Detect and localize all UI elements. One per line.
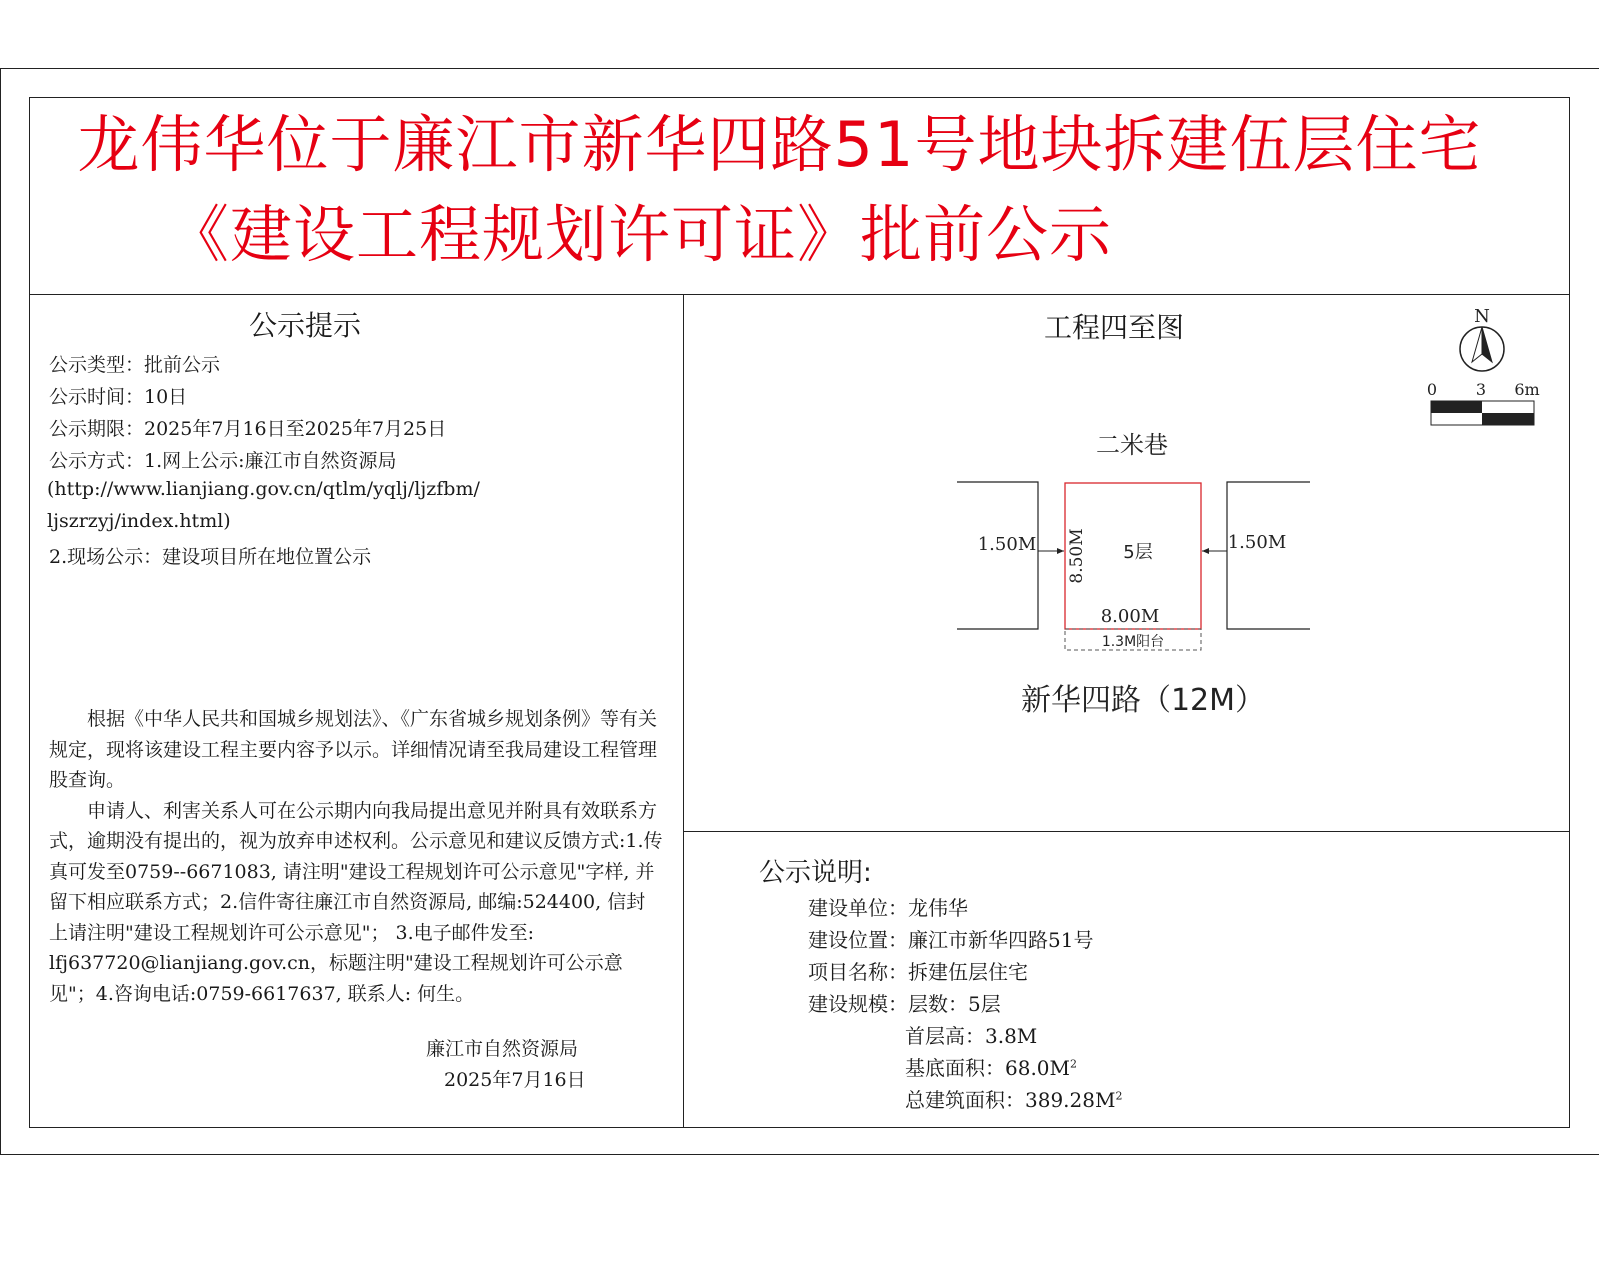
floors-label: 5层 bbox=[1123, 542, 1153, 563]
notice-paragraph-1: 根据《中华人民共和国城乡规划法》、《广东省城乡规划条例》等有关规定，现将该建设工程主要内容予以示。详细情况请至我局建设工程管理股查询。 bbox=[49, 708, 658, 791]
notice-paragraph-2: 申请人、利害关系人可在公示期内向我局提出意见并附具有效联系方式，逾期没有提出的，视为放弃申述权利。公示意见和建议反馈方式:1.传真可发至0759--6671083, 请注明"建设工程规划许可公示意见"字样, 并留下相应联系方式；2.信件寄往廉江市自然资源局, 邮编:524400, 信封上请注明"建设工程规划许可公示意见"； 3.电子邮件发至: lfj637720@lianjiang.gov.cn，标题注明"建设工程规划许可公示意见"；4.咨询电话:0759-6617637, 联系人: 何生。 bbox=[49, 799, 663, 1005]
notice-type: 公示类型：批前公示 bbox=[49, 354, 221, 376]
left-gap-label: 1.50M bbox=[977, 534, 1037, 555]
detail-scale: 建设规模：层数：5层 bbox=[808, 992, 1001, 1016]
road-label: 新华四路（12M） bbox=[1020, 683, 1266, 718]
total-area-label: 总建筑面积： bbox=[905, 1088, 1025, 1112]
depth-label: 8.50M bbox=[1067, 528, 1087, 584]
detail-total-area bbox=[905, 1084, 1122, 1113]
detail-project: 项目名称：拆建伍层住宅 bbox=[808, 960, 1028, 984]
right-neighbour-lot bbox=[1227, 482, 1310, 629]
title-line-2: 《建设工程规划许可证》批前公示 bbox=[166, 198, 1112, 271]
notice-url-line-1: (http://www.lianjiang.gov.cn/qtlm/yqlj/ljzfbm/ bbox=[47, 478, 480, 500]
title-line-1: 龙伟华位于廉江市新华四路51号地块拆建伍层住宅 bbox=[77, 108, 1482, 181]
detail-location: 建设位置：廉江市新华四路51号 bbox=[808, 928, 1094, 952]
scale-bar bbox=[1427, 380, 1540, 425]
north-arrow-icon bbox=[1460, 306, 1504, 371]
notice-period: 公示期限：2025年7月16日至2025年7月25日 bbox=[49, 418, 447, 440]
lane-label: 二米巷 bbox=[1096, 431, 1168, 459]
first-floor-value: 3.8M bbox=[985, 1024, 1038, 1048]
right-gap-label: 1.50M bbox=[1227, 532, 1287, 553]
site-map-drawing bbox=[683, 294, 1569, 831]
project-details-panel bbox=[683, 832, 1569, 1127]
base-area-value: 68.0M bbox=[1005, 1056, 1071, 1080]
notice-frame bbox=[29, 97, 1570, 1128]
notice-url-line-2: ljszrzyj/index.html) bbox=[47, 510, 231, 532]
notice-body bbox=[49, 704, 664, 1009]
detail-unit: 建设单位：龙伟华 bbox=[808, 896, 968, 920]
notice-onsite: 2.现场公示：建设项目所在地位置公示 bbox=[49, 546, 372, 568]
scale-label-6: 6m bbox=[1514, 380, 1540, 399]
detail-first-floor bbox=[905, 1020, 1037, 1049]
details-heading: 公示说明: bbox=[759, 858, 872, 888]
total-area-unit-sup: 2 bbox=[1115, 1089, 1123, 1103]
site-map-heading: 工程四至图 bbox=[1044, 311, 1185, 344]
left-neighbour-lot bbox=[957, 482, 1038, 629]
issue-date: 2025年7月16日 bbox=[444, 1069, 586, 1091]
width-label: 8.00M bbox=[1100, 606, 1160, 627]
title-area bbox=[30, 98, 1569, 295]
balcony-label: 1.3M阳台 bbox=[1101, 634, 1165, 650]
detail-base-area bbox=[905, 1052, 1077, 1081]
base-area-label: 基底面积： bbox=[905, 1056, 1005, 1080]
issuer-name: 廉江市自然资源局 bbox=[426, 1038, 579, 1060]
notice-heading: 公示提示 bbox=[249, 309, 362, 342]
notice-duration: 公示时间：10日 bbox=[49, 386, 188, 408]
scale-label-0: 0 bbox=[1426, 380, 1438, 399]
total-area-value: 389.28M bbox=[1025, 1088, 1116, 1112]
scale-label-3: 3 bbox=[1475, 380, 1487, 399]
site-map-panel bbox=[683, 294, 1569, 832]
first-floor-label: 首层高： bbox=[905, 1024, 985, 1048]
notice-panel bbox=[30, 294, 684, 1127]
north-label: N bbox=[1474, 306, 1490, 327]
base-area-unit-sup: 2 bbox=[1070, 1057, 1078, 1071]
notice-method: 公示方式：1.网上公示:廉江市自然资源局 bbox=[49, 450, 397, 472]
